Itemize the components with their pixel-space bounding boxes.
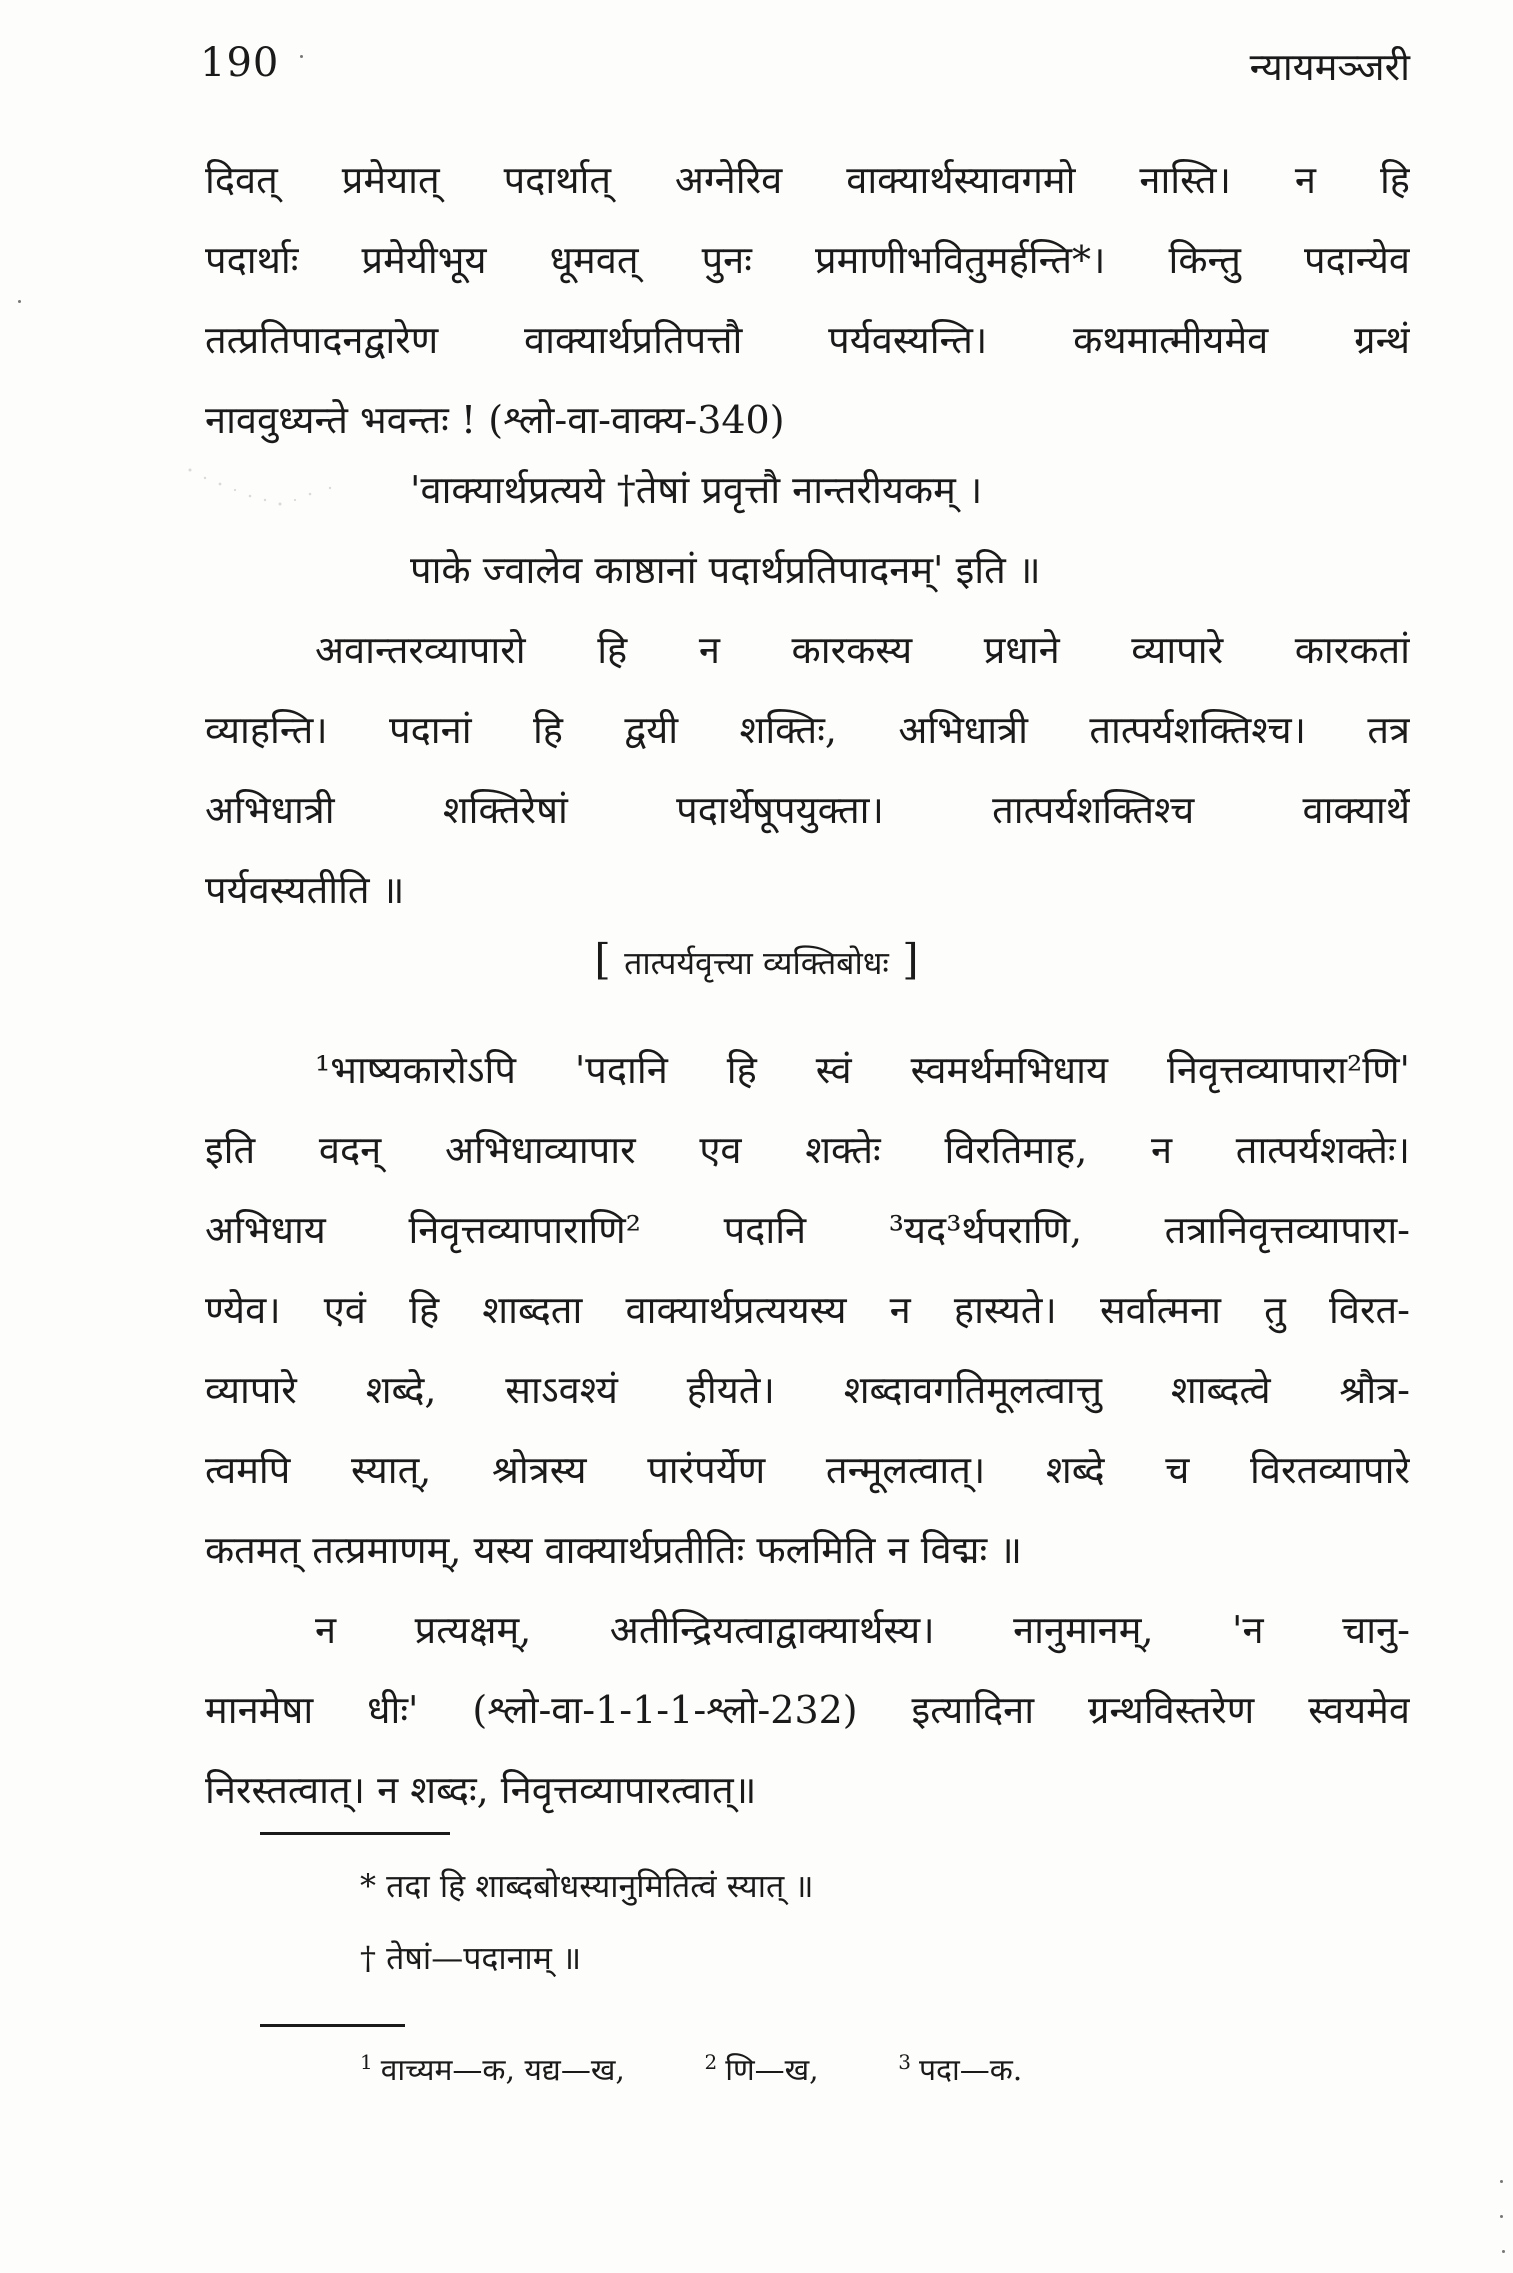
text-line: पर्यवस्यतीति ॥	[205, 868, 405, 912]
text-line: मानमेषा धीः' (श्लो-वा-1-1-1-श्लो-232) इत्यादिना ग्रन्थविस्तरेण स्वयमेव	[205, 1688, 1410, 1732]
variant-reading: $^1$ वाच्यम—क, यद्य—ख,	[360, 2050, 625, 2088]
scan-speck	[300, 55, 303, 58]
verse-line: 'वाक्यार्थप्रत्यये †तेषां प्रवृत्तौ नान्तरीयकम् ।	[410, 468, 983, 512]
text-line: पदार्थाः प्रमेयीभूय धूमवत् पुनः प्रमाणीभवितुमर्हन्ति*। किन्तु पदान्येव	[205, 238, 1410, 282]
subheading-text: तात्पर्यवृत्त्या व्यक्तिबोधः	[624, 944, 889, 982]
paragraph-4	[205, 1590, 1410, 1830]
footnote-separator	[260, 1832, 450, 1835]
text-line: अभिधाय निवृत्तव्यापाराणि² पदानि ³यद³र्थपराणि, तत्रानिवृत्तव्यापारा-	[205, 1208, 1410, 1252]
text-line: अवान्तरव्यापारो हि न कारकस्य प्रधाने व्यापारे कारकतां	[315, 628, 1410, 672]
text-line: त्वमपि स्यात्, श्रोत्रस्य पारंपर्येण तन्मूलत्वात्। शब्दे च विरतव्यापारे	[205, 1448, 1410, 1492]
footnote-asterisk: * तदा हि शाब्दबोधस्यानुमितित्वं स्यात् ॥	[360, 1867, 814, 1905]
text-line: कतमत् तत्प्रमाणम्, यस्य वाक्यार्थप्रतीतिः फलमिति न विद्मः ॥	[205, 1528, 1023, 1572]
paragraph-1	[205, 140, 1410, 460]
text-line: ण्येव। एवं हि शाब्दता वाक्यार्थप्रत्ययस्य न हास्यते। सर्वात्मना तु विरत-	[205, 1288, 1410, 1332]
text-line: इति वदन् अभिधाव्यापार एव शक्तेः विरतिमाह, न तात्पर्यशक्तेः।	[205, 1128, 1410, 1172]
page-header	[200, 40, 1410, 110]
variant-readings	[360, 2048, 1360, 2089]
paragraph-2	[205, 610, 1410, 930]
page-number: 190	[200, 40, 280, 86]
scan-smudge	[180, 460, 370, 520]
paragraph-3	[205, 1030, 1410, 1590]
variant-reading: $^3$ पदा—क.	[898, 2050, 1023, 2088]
verse-line: पाके ज्वालेव काष्ठानां पदार्थप्रतिपादनम्' इति ॥	[410, 548, 1041, 592]
text-line: व्याहन्ति। पदानां हि द्वयी शक्तिः, अभिधात्री तात्पर्यशक्तिश्च। तत्र	[205, 708, 1410, 752]
variant-reading: $^2$ णि—ख,	[704, 2050, 819, 2088]
text-line: तत्प्रतिपादनद्वारेण वाक्यार्थप्रतिपत्तौ पर्यवस्यन्ति। कथमात्मीयमेव ग्रन्थं	[205, 318, 1410, 362]
variants-separator	[260, 2024, 405, 2027]
verse-quotation	[410, 450, 1310, 610]
footnote-dagger: † तेषां—पदानाम् ॥	[360, 1939, 582, 1977]
text-line: व्यापारे शब्दे, साऽवश्यं हीयते। शब्दावगतिमूलत्वात्तु शाब्दत्वे श्रौत्र-	[205, 1368, 1410, 1412]
text-line: दिवत् प्रमेयात् पदार्थात् अग्नेरिव वाक्यार्थस्यावगमो नास्ति। न हि	[205, 158, 1410, 202]
text-line: ¹भाष्यकारोऽपि 'पदानि हि स्वं स्वमर्थमभिधाय निवृत्तव्यापारा²णि'	[315, 1048, 1410, 1092]
scan-speck	[1500, 2180, 1503, 2183]
section-subheading: [ तात्पर्यवृत्त्या व्यक्तिबोधः ]	[594, 935, 919, 984]
scan-speck	[18, 300, 21, 303]
text-line: न प्रत्यक्षम्, अतीन्द्रियत्वाद्वाक्यार्थस्य। नानुमानम्, 'न चानु-	[315, 1608, 1410, 1652]
scan-speck	[1502, 2250, 1505, 2253]
running-head: न्यायमञ्जरी	[1249, 45, 1410, 89]
text-line: अभिधात्री शक्तिरेषां पदार्थेषूपयुक्ता। तात्पर्यशक्तिश्च वाक्यार्थे	[205, 788, 1410, 832]
text-line: निरस्तत्वात्। न शब्दः, निवृत्तव्यापारत्वात्॥	[205, 1768, 757, 1812]
footnotes	[360, 1850, 814, 1994]
scan-speck	[1500, 2215, 1503, 2218]
text-line: नाववुध्यन्ते भवन्तः ! (श्लो-वा-वाक्य-340)	[205, 398, 785, 442]
